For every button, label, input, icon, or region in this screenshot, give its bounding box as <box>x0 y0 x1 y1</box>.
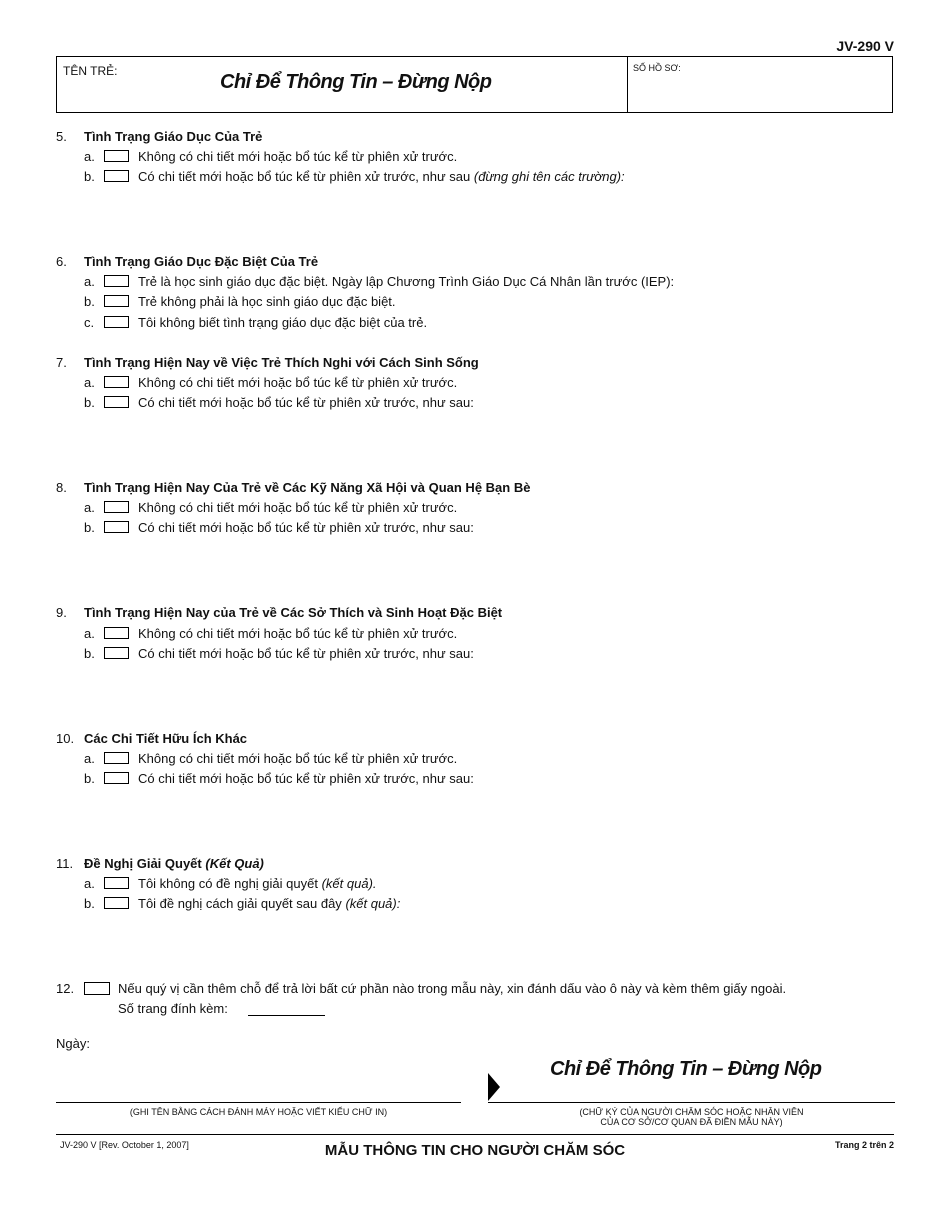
checkbox[interactable] <box>104 521 129 533</box>
checkbox[interactable] <box>104 396 129 408</box>
form-id: JV-290 V <box>836 38 894 54</box>
name-caption: (GHI TÊN BẰNG CÁCH ĐÁNH MÁY HOẶC VIẾT KIỂU CHỮ IN) <box>129 1107 388 1117</box>
child-name-label: TÊN TRẺ: <box>63 64 118 78</box>
checkbox[interactable] <box>104 295 129 307</box>
section-title: Tình Trạng Hiện Nay Của Trẻ về Các Kỹ Năng Xã Hội và Quan Hệ Bạn Bè <box>84 480 531 495</box>
date-label: Ngày: <box>56 1036 90 1051</box>
checkbox[interactable] <box>104 316 129 328</box>
section-title: Đề Nghị Giải Quyết (Kết Quả) <box>84 856 264 871</box>
section-number: 8. <box>56 480 67 495</box>
header-box <box>56 56 893 113</box>
section-number: 7. <box>56 355 67 370</box>
checkbox[interactable] <box>104 772 129 784</box>
watermark-bottom: Chỉ Để Thông Tin – Đừng Nộp <box>550 1058 822 1080</box>
checkbox[interactable] <box>104 627 129 639</box>
pages-attached-label: Số trang đính kèm: <box>118 1001 228 1016</box>
header-divider <box>627 57 628 112</box>
section-number: 9. <box>56 605 67 620</box>
checkbox[interactable] <box>104 877 129 889</box>
checkbox[interactable] <box>104 647 129 659</box>
checkbox[interactable] <box>104 150 129 162</box>
item-12-text: Nếu quý vị cần thêm chỗ để trả lời bất cứ phần nào trong mẫu này, xin đánh dấu vào ô này và kèm thêm giấy ngoài. <box>118 981 787 996</box>
section-title: Tình Trạng Hiện Nay về Việc Trẻ Thích Nghi với Cách Sinh Sống <box>84 355 479 370</box>
checkbox[interactable] <box>104 501 129 513</box>
revision-label: JV-290 V [Rev. October 1, 2007] <box>60 1140 189 1150</box>
checkbox[interactable] <box>104 897 129 909</box>
checkbox[interactable] <box>104 170 129 182</box>
checkbox[interactable] <box>104 275 129 287</box>
footer-rule <box>56 1134 894 1135</box>
pages-attached-field[interactable] <box>248 1015 325 1016</box>
section-title: Các Chi Tiết Hữu Ích Khác <box>84 731 248 746</box>
section-number: 5. <box>56 129 67 144</box>
extra-pages-checkbox[interactable] <box>84 982 110 995</box>
checkbox[interactable] <box>104 752 129 764</box>
section-title: Tình Trạng Hiện Nay của Trẻ về Các Sở Thích và Sinh Hoạt Đặc Biệt <box>84 605 503 620</box>
signature-line[interactable] <box>488 1102 895 1103</box>
watermark-top: Chỉ Để Thông Tin – Đừng Nộp <box>220 71 492 93</box>
checkbox[interactable] <box>104 376 129 388</box>
section-title: Tình Trạng Giáo Dục Đặc Biệt Của Trẻ <box>84 254 319 269</box>
signature-caption: (CHỮ KÝ CỦA NGƯỜI CHĂM SÓC HOẶC NHÂN VIÊN CỦA CƠ SỞ/CƠ QUAN ĐÃ ĐIỀN MẪU NÀY) <box>579 1107 804 1127</box>
section-number: 10. <box>56 731 75 746</box>
page-number: Trang 2 trên 2 <box>834 1140 894 1150</box>
name-line[interactable] <box>56 1102 461 1103</box>
arrow-icon <box>488 1073 500 1101</box>
section-number: 11. <box>56 856 74 871</box>
form-title: MẪU THÔNG TIN CHO NGƯỜI CHĂM SÓC <box>324 1142 626 1159</box>
case-number-label: SỐ HỒ SƠ: <box>633 63 681 73</box>
item-number: 12. <box>56 981 75 996</box>
section-number: 6. <box>56 254 67 269</box>
section-title: Tình Trạng Giáo Dục Của Trẻ <box>84 129 263 144</box>
